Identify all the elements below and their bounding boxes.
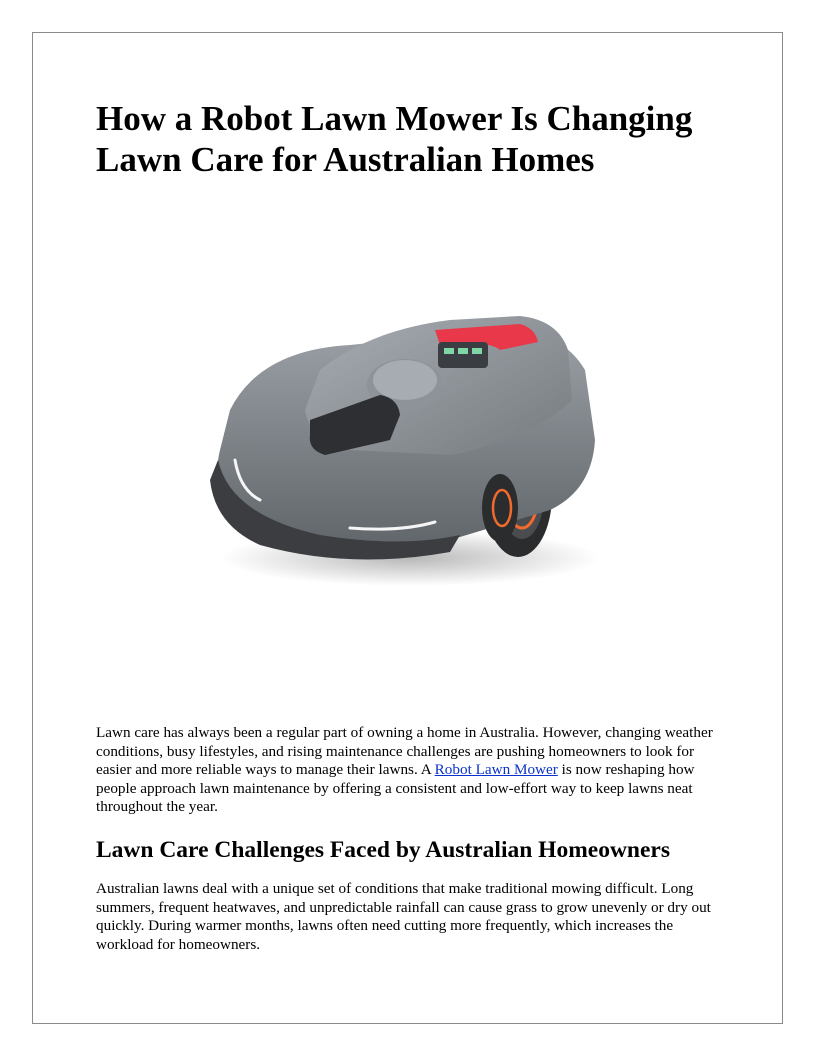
article-title: How a Robot Lawn Mower Is Changing Lawn Care for Australian Homes xyxy=(96,99,693,179)
intro-paragraph: Lawn care has always been a regular part of owning a home in Australia. However, changing weather conditions, busy lifestyles, and rising maintenance challenges are pushing homeowners to look for easier and more reliable ways to manage their lawns. A Robot Lawn Mower is now reshaping how people approach lawn maintenance by offering a consistent and low-effort way to keep lawns neat throughout the year. xyxy=(96,724,713,816)
robot-lawn-mower-image xyxy=(200,290,610,600)
section-heading: Lawn Care Challenges Faced by Australian Homeowners xyxy=(96,837,671,863)
robot-lawn-mower-link[interactable]: Robot Lawn Mower xyxy=(434,761,558,779)
section-paragraph: Australian lawns deal with a unique set of conditions that make traditional mowing difficult. Long summers, frequent heatwaves, and unpredictable rainfall can cause grass to grow unevenly or dry out quickly. During warmer months, lawns often need cutting more frequently, which increases the workload for homeowners. xyxy=(96,880,711,953)
